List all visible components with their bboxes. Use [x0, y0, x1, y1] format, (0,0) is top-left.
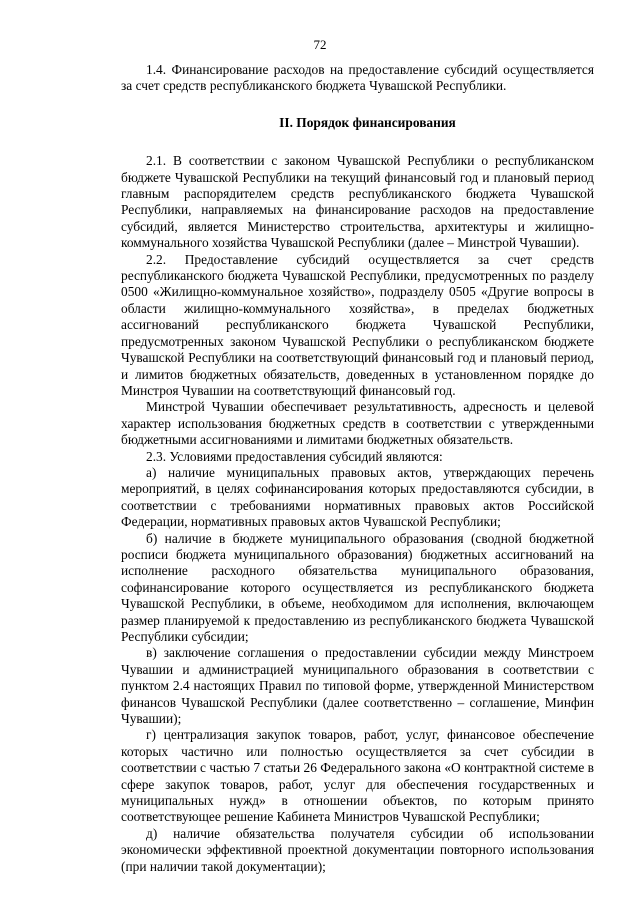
paragraph-2-2: 2.2. Предоставление субсидий осуществляется за счет средств республиканского бюджета Чувашской Республики, предусмотренных по разделу 0500 «Жилищно-коммунальное хозяйство», подразделу 0505 «Другие вопросы в области жилищно-коммунального хозяйства», в пределах бюджетных ассигнований республиканского бюджета Чувашской Республики, предусмотренных законом Чувашской Республики о республиканском бюджете Чувашской Республики на соответствующий финансовый год и плановый период, и лимитов бюджетных обязательств, доведенных в установленном порядке до Минстроя Чувашии на соответствующий финансовый год.: [121, 251, 594, 398]
paragraph-minstroy: Минстрой Чувашии обеспечивает результативность, адресность и целевой характер использования бюджетных средств в соответствии с утвержденными бюджетными ассигнованиями и лимитами бюджетных обязательств.: [121, 399, 594, 448]
paragraph-1-4: 1.4. Финансирование расходов на предоставление субсидий осуществляется за счет средств республиканского бюджета Чувашской Республики.: [121, 62, 594, 94]
page-number: 72: [313, 37, 327, 52]
paragraph-condition-d: д) наличие обязательства получателя субсидии об использовании экономически эффективной проектной документации повторного использования (при наличии такой документации);: [121, 825, 594, 874]
paragraph-condition-g: г) централизация закупок товаров, работ, услуг, финансовое обеспечение которых частично или полностью осуществляется за счет субсидии в соответствии с частью 7 статьи 26 Федерального закона «О контрактной системе в сфере закупок товаров, работ, услуг для обеспечения государственных и муниципальных нужд» в отношении объектов, по которым принято соответствующее решение Кабинета Министров Чувашской Республики;: [121, 727, 594, 825]
paragraph-condition-a: а) наличие муниципальных правовых актов, утверждающих перечень мероприятий, в целях софинансирования которых предоставляются субсидии, в соответствии с требованиями нормативных правовых актов Российской Федерации, нормативных правовых актов Чувашской Республики;: [121, 464, 594, 530]
paragraph-2-1: 2.1. В соответствии с законом Чувашской Республики о республиканском бюджете Чувашской Республики на текущий финансовый год и плановый период главным распорядителем средств республиканского бюджета Чувашской Республики, направляемых на финансирование расходов на предоставление субсидий, является Министерство строительства, архитектуры и жилищно-коммунального хозяйства Чувашской Республики (далее – Минстрой Чувашии).: [121, 153, 594, 251]
paragraph-2-3: 2.3. Условиями предоставления субсидий являются:: [146, 448, 443, 464]
paragraph-condition-v: в) заключение соглашения о предоставлении субсидии между Минстроем Чувашии и администрацией муниципального образования в соответствии с пунктом 2.4 настоящих Правил по типовой форме, утвержденной Министерством финансов Чувашской Республики (далее соответственно – соглашение, Минфин Чувашии);: [121, 645, 594, 727]
paragraph-condition-b: б) наличие в бюджете муниципального образования (сводной бюджетной росписи бюджета муниципального образования) бюджетных ассигнований на исполнение расходного обязательства муниципального образования, софинансирование которого осуществляется из республиканского бюджета Чувашской Республики, в объеме, необходимом для исполнения, включающем размер планируемой к предоставлению из республиканского бюджета Чувашской Республики субсидии;: [121, 530, 594, 644]
document-body: [121, 62, 594, 875]
section-heading: II. Порядок финансирования: [279, 114, 456, 130]
